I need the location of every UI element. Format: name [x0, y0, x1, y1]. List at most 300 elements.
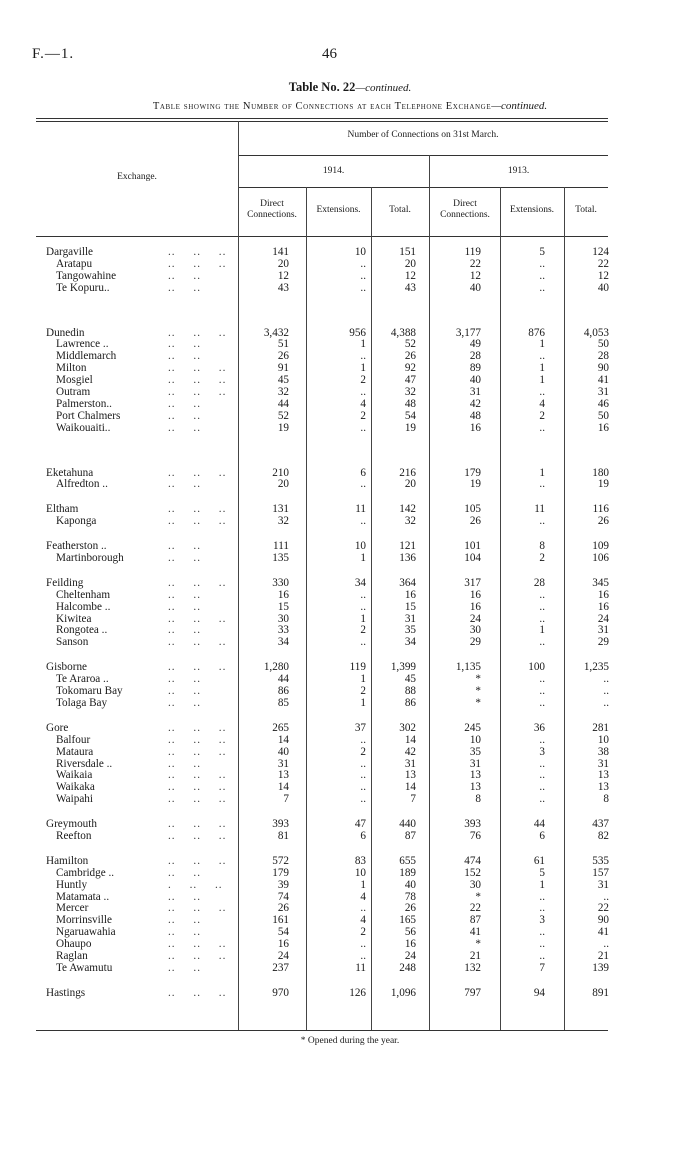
cell-value: 31	[597, 386, 609, 399]
cell-value: 8	[475, 793, 481, 806]
cell-value: 437	[592, 818, 609, 831]
cell-value: ..	[539, 636, 545, 649]
cell-value: 91	[277, 362, 289, 375]
leader-dots-text: .. .. ..	[168, 374, 227, 387]
cell-value: ..	[603, 938, 609, 951]
header-extensions-1914: Extensions.	[316, 205, 361, 215]
page-number: 46	[322, 46, 337, 62]
exchange-name: Riversdale ..	[56, 757, 113, 770]
cell-value: 26	[404, 902, 416, 915]
table-row	[0, 794, 700, 806]
cell-value: 86	[404, 696, 416, 709]
cell-value: 46	[597, 397, 609, 410]
cell-value: 345	[592, 576, 609, 589]
exchange-name: Tolaga Bay	[56, 696, 108, 709]
cell-value: 119	[464, 246, 481, 258]
cell-value: ..	[539, 949, 545, 962]
cell-value: 14	[404, 733, 416, 746]
cell-value: 1	[360, 673, 366, 686]
cell-value: 876	[528, 326, 545, 339]
table-row	[0, 831, 700, 843]
cell-value: 32	[277, 386, 289, 399]
table-row	[0, 770, 700, 782]
cell-value: 12	[469, 269, 481, 282]
cell-value: ..	[539, 478, 545, 491]
table-body	[0, 247, 700, 1000]
leader-dots-text: . .. ..	[168, 878, 223, 891]
exchange-name: Cambridge ..	[56, 866, 115, 879]
cell-value: 34	[354, 576, 366, 589]
exchange-name: Te Awamutu	[56, 961, 113, 974]
cell-value: 26	[277, 902, 289, 915]
exchange-name: Waipahi	[56, 793, 93, 806]
exchange-name: Morrinsville	[56, 914, 112, 927]
cell-value: 216	[399, 466, 416, 479]
exchange-name: Gore	[46, 721, 69, 734]
leader-dots-text: .. .. ..	[168, 515, 227, 528]
cell-value: 1	[360, 338, 366, 351]
cell-value: ..	[360, 478, 366, 491]
table-row	[0, 363, 700, 375]
cell-value: 34	[277, 636, 289, 649]
cell-value: 22	[469, 257, 481, 270]
cell-value: 3,177	[455, 326, 481, 339]
leader-dots-text: .. ..	[168, 350, 201, 363]
exchange-name: Feilding	[46, 576, 84, 589]
cell-value: 132	[464, 961, 481, 974]
leader-dots-text: .. ..	[168, 281, 201, 294]
exchange-name: Tangowahine	[56, 269, 117, 282]
cell-value: 26	[277, 350, 289, 363]
cell-value: ..	[360, 257, 366, 270]
leader-dots-text: .. .. ..	[168, 257, 227, 270]
cell-value: 15	[277, 600, 289, 613]
cell-value: 45	[404, 673, 416, 686]
cell-value: 30	[469, 878, 481, 891]
cell-value: 16	[277, 588, 289, 601]
leader-dots-text: .. ..	[168, 338, 201, 351]
table-row	[0, 735, 700, 747]
exchange-name: Waikaia	[56, 769, 93, 782]
cell-value: 85	[277, 696, 289, 709]
cell-value: 29	[597, 636, 609, 649]
group-spacer	[0, 295, 700, 328]
leader-dots-text: .. .. ..	[168, 733, 227, 746]
cell-value: 31	[277, 757, 289, 770]
table-row	[0, 698, 700, 710]
cell-value: 13	[597, 769, 609, 782]
leader-dots-text: .. .. ..	[168, 949, 227, 962]
cell-value: ..	[360, 793, 366, 806]
table-row	[0, 479, 700, 491]
table-row	[0, 247, 700, 259]
exchange-name: Balfour	[56, 733, 91, 746]
cell-value: 119	[349, 661, 366, 674]
leader-dots-text: .. ..	[168, 757, 201, 770]
exchange-name: Port Chalmers	[56, 409, 121, 422]
cell-value: ..	[539, 733, 545, 746]
cell-value: 19	[277, 421, 289, 434]
cell-value: 302	[399, 721, 416, 734]
leader-dots-text: .. .. ..	[168, 326, 227, 339]
cell-value: 37	[354, 721, 366, 734]
cell-value: 54	[404, 409, 416, 422]
cell-value: 139	[592, 961, 609, 974]
exchange-name: Eketahuna	[46, 466, 94, 479]
exchange-name: Kaponga	[56, 515, 97, 528]
cell-value: 32	[277, 515, 289, 528]
cell-value: ..	[360, 269, 366, 282]
cell-value: *	[475, 890, 481, 903]
cell-value: 1	[539, 878, 545, 891]
cell-value: 92	[404, 362, 416, 375]
cell-value: 104	[464, 552, 481, 565]
table-title-suffix: —continued.	[355, 82, 412, 94]
cell-value: ..	[360, 781, 366, 794]
cell-value: 49	[469, 338, 481, 351]
cell-value: 1,399	[390, 661, 416, 674]
cell-value: 82	[597, 829, 609, 842]
cell-value: ..	[603, 696, 609, 709]
table-row	[0, 747, 700, 759]
leader-dots-text: .. .. ..	[168, 938, 227, 951]
cell-value: 31	[469, 386, 481, 399]
cell-value: 32	[404, 386, 416, 399]
table-row	[0, 259, 700, 271]
cell-value: ..	[360, 757, 366, 770]
footnote: * Opened during the year.	[300, 1036, 400, 1046]
leader-dots-text: .. ..	[168, 600, 201, 613]
leader-dots-text: .. ..	[168, 409, 201, 422]
cell-value: ..	[360, 733, 366, 746]
cell-value: 3	[539, 914, 545, 927]
cell-value: 22	[469, 902, 481, 915]
cell-value: 8	[539, 540, 545, 553]
document-reference: F.—1.	[32, 46, 75, 62]
exchange-name: Kiwitea	[56, 612, 92, 625]
cell-value: ..	[539, 350, 545, 363]
cell-value: 32	[404, 515, 416, 528]
cell-value: 16	[597, 421, 609, 434]
cell-value: ..	[539, 926, 545, 939]
cell-value: ..	[360, 350, 366, 363]
exchange-name: Raglan	[56, 949, 88, 962]
cell-value: 16	[469, 421, 481, 434]
cell-value: 121	[399, 540, 416, 553]
cell-value: 40	[404, 878, 416, 891]
table-row	[0, 590, 700, 602]
leader-dots-text: .. ..	[168, 685, 201, 698]
cell-value: 41	[597, 374, 609, 387]
cell-value: 100	[528, 661, 545, 674]
cell-value: ..	[539, 281, 545, 294]
cell-value: 31	[597, 757, 609, 770]
cell-value: 141	[272, 246, 289, 258]
exchange-name: Martinborough	[56, 552, 124, 565]
cell-value: 1	[539, 362, 545, 375]
cell-value: ..	[539, 600, 545, 613]
table-row	[0, 504, 700, 516]
exchange-name: Cheltenham	[56, 588, 111, 601]
header-total-1914: Total.	[389, 205, 411, 215]
leader-dots-text: .. .. ..	[168, 386, 227, 399]
cell-value: 970	[272, 986, 289, 999]
cell-value: 16	[469, 588, 481, 601]
cell-value: ..	[360, 386, 366, 399]
exchange-name: Te Araroa ..	[56, 673, 109, 686]
cell-value: 40	[469, 374, 481, 387]
cell-value: 393	[272, 818, 289, 831]
cell-value: 265	[272, 721, 289, 734]
cell-value: 474	[464, 854, 481, 867]
table-row	[0, 892, 700, 904]
cell-value: 1	[360, 362, 366, 375]
leader-dots-text: .. .. ..	[168, 793, 227, 806]
cell-value: 41	[597, 926, 609, 939]
header-bottom-rule	[36, 236, 608, 237]
cell-value: 13	[277, 769, 289, 782]
group-spacer	[0, 710, 700, 723]
cell-value: 33	[277, 624, 289, 637]
exchange-name: Ngaruawahia	[56, 926, 116, 939]
cell-value: 86	[277, 685, 289, 698]
cell-value: 16	[597, 600, 609, 613]
cell-value: 31	[597, 878, 609, 891]
cell-value: ..	[539, 757, 545, 770]
cell-value: 40	[277, 745, 289, 758]
exchange-name: Waikouaiti..	[56, 421, 111, 434]
leader-dots-text: .. ..	[168, 914, 201, 927]
cell-value: 14	[277, 733, 289, 746]
table-row	[0, 868, 700, 880]
cell-value: ..	[539, 890, 545, 903]
table-subtitle-suffix: —continued.	[491, 100, 548, 112]
cell-value: 7	[410, 793, 416, 806]
cell-value: 24	[469, 612, 481, 625]
cell-value: 19	[404, 421, 416, 434]
exchange-name: Huntly	[56, 878, 88, 891]
cell-value: ..	[539, 612, 545, 625]
cell-value: 26	[469, 515, 481, 528]
cell-value: 20	[277, 257, 289, 270]
cell-value: 47	[404, 374, 416, 387]
table-row	[0, 880, 700, 892]
cell-value: 2	[360, 374, 366, 387]
cell-value: 1,235	[583, 661, 609, 674]
exchange-name: Mataura	[56, 745, 94, 758]
cell-value: 29	[469, 636, 481, 649]
cell-value: 15	[404, 600, 416, 613]
cell-value: ..	[539, 781, 545, 794]
cell-value: ..	[360, 281, 366, 294]
table-subtitle	[0, 100, 700, 112]
table-row	[0, 625, 700, 637]
cell-value: 50	[597, 409, 609, 422]
cell-value: 317	[464, 576, 481, 589]
cell-value: ..	[360, 769, 366, 782]
leader-dots-text: .. .. ..	[168, 503, 227, 516]
cell-value: 189	[399, 866, 416, 879]
table-title-text: Table No. 22	[288, 80, 356, 94]
cell-value: 1	[539, 624, 545, 637]
table-row	[0, 553, 700, 565]
cell-value: ..	[539, 421, 545, 434]
cell-value: 16	[277, 938, 289, 951]
cell-value: 14	[404, 781, 416, 794]
cell-value: 7	[283, 793, 289, 806]
cell-value: ..	[360, 938, 366, 951]
cell-value: 393	[464, 818, 481, 831]
cell-value: 31	[404, 757, 416, 770]
cell-value: 106	[592, 552, 609, 565]
cell-value: ..	[360, 636, 366, 649]
cell-value: 42	[404, 745, 416, 758]
cell-value: 151	[399, 246, 416, 258]
cell-value: 8	[603, 793, 609, 806]
leader-dots-text: .. .. ..	[168, 612, 227, 625]
exchange-name: Reefton	[56, 829, 92, 842]
cell-value: 52	[277, 409, 289, 422]
cell-value: 16	[597, 588, 609, 601]
leader-dots-text: .. ..	[168, 961, 201, 974]
cell-value: ..	[603, 685, 609, 698]
exchange-name: Milton	[56, 362, 87, 375]
exchange-name: Featherston ..	[46, 540, 107, 553]
leader-dots-text: .. ..	[168, 588, 201, 601]
table-bottom-rule	[36, 1030, 608, 1031]
cell-value: ..	[539, 902, 545, 915]
cell-value: 891	[592, 986, 609, 999]
cell-value: 10	[354, 866, 366, 879]
leader-dots-text: .. ..	[168, 478, 201, 491]
cell-value: 1	[360, 612, 366, 625]
header-year-1914: 1914.	[322, 166, 345, 176]
exchange-name: Mercer	[56, 902, 89, 915]
year-header-rule	[238, 187, 608, 188]
table-top-rule-2	[36, 121, 608, 122]
exchange-name: Gisborne	[46, 661, 88, 674]
cell-value: 4	[360, 890, 366, 903]
cell-value: 13	[469, 781, 481, 794]
cell-value: 94	[533, 986, 545, 999]
cell-value: 101	[464, 540, 481, 553]
cell-value: 20	[404, 257, 416, 270]
cell-value: *	[475, 685, 481, 698]
cell-value: 364	[399, 576, 416, 589]
cell-value: 1	[360, 696, 366, 709]
cell-value: 2	[360, 409, 366, 422]
cell-value: 136	[399, 552, 416, 565]
cell-value: 655	[399, 854, 416, 867]
cell-value: 4,388	[390, 326, 416, 339]
cell-value: 44	[277, 397, 289, 410]
cell-value: 78	[404, 890, 416, 903]
exchange-name: Aratapu	[56, 257, 93, 270]
cell-value: 56	[404, 926, 416, 939]
cell-value: 1	[360, 552, 366, 565]
cell-value: 11	[534, 503, 545, 516]
cell-value: 54	[277, 926, 289, 939]
cell-value: 89	[469, 362, 481, 375]
exchange-name: Matamata ..	[56, 890, 110, 903]
table-row	[0, 602, 700, 614]
cell-value: 20	[404, 478, 416, 491]
cell-value: 4	[360, 914, 366, 927]
cell-value: 1,280	[263, 661, 289, 674]
leader-dots-text: .. .. ..	[168, 576, 227, 589]
leader-dots-text: .. .. ..	[168, 636, 227, 649]
leader-dots-text: .. .. ..	[168, 986, 227, 999]
cell-value: ..	[539, 673, 545, 686]
table-subtitle-text: Table showing the Number of Connections at each Telephone Exchange	[152, 101, 492, 112]
cell-value: 38	[597, 745, 609, 758]
cell-value: 24	[404, 949, 416, 962]
cell-value: 1,096	[390, 986, 416, 999]
cell-value: ..	[539, 793, 545, 806]
table-row	[0, 399, 700, 411]
cell-value: 4,053	[583, 326, 609, 339]
cell-value: 87	[404, 829, 416, 842]
header-number-of-connections: Number of Connections on 31st March.	[347, 130, 499, 140]
table-row	[0, 819, 700, 831]
cell-value: ..	[360, 515, 366, 528]
cell-value: ..	[360, 588, 366, 601]
cell-value: 39	[277, 878, 289, 891]
cell-value: 24	[277, 949, 289, 962]
cell-value: 5	[539, 246, 545, 258]
cell-value: 126	[349, 986, 366, 999]
cell-value: *	[475, 938, 481, 951]
cell-value: 10	[354, 246, 366, 258]
cell-value: *	[475, 673, 481, 686]
cell-value: 180	[592, 466, 609, 479]
cell-value: ..	[539, 386, 545, 399]
exchange-name: Ohaupo	[56, 938, 92, 951]
cell-value: 135	[272, 552, 289, 565]
cell-value: 52	[404, 338, 416, 351]
exchange-name: Middlemarch	[56, 350, 117, 363]
cell-value: 22	[597, 257, 609, 270]
table-row	[0, 988, 700, 1000]
cell-value: 3,432	[263, 326, 289, 339]
cell-value: 19	[597, 478, 609, 491]
table-row	[0, 939, 700, 951]
cell-value: 61	[533, 854, 545, 867]
cell-value: 179	[464, 466, 481, 479]
cell-value: 74	[277, 890, 289, 903]
exchange-name: Dunedin	[46, 326, 85, 339]
cell-value: 48	[404, 397, 416, 410]
cell-value: 1	[539, 466, 545, 479]
group-spacer	[0, 565, 700, 578]
cell-value: 179	[272, 866, 289, 879]
cell-value: 16	[404, 938, 416, 951]
leader-dots-text: .. ..	[168, 540, 201, 553]
cell-value: ..	[360, 421, 366, 434]
cell-value: ..	[360, 902, 366, 915]
exchange-name: Sanson	[56, 636, 89, 649]
exchange-name: Tokomaru Bay	[56, 685, 123, 698]
cell-value: 44	[533, 818, 545, 831]
cell-value: 31	[404, 612, 416, 625]
leader-dots-text: .. .. ..	[168, 781, 227, 794]
cell-value: 12	[404, 269, 416, 282]
cell-value: ..	[539, 696, 545, 709]
cell-value: 5	[539, 866, 545, 879]
table-row	[0, 782, 700, 794]
leader-dots-text: .. ..	[168, 696, 201, 709]
cell-value: 2	[360, 745, 366, 758]
